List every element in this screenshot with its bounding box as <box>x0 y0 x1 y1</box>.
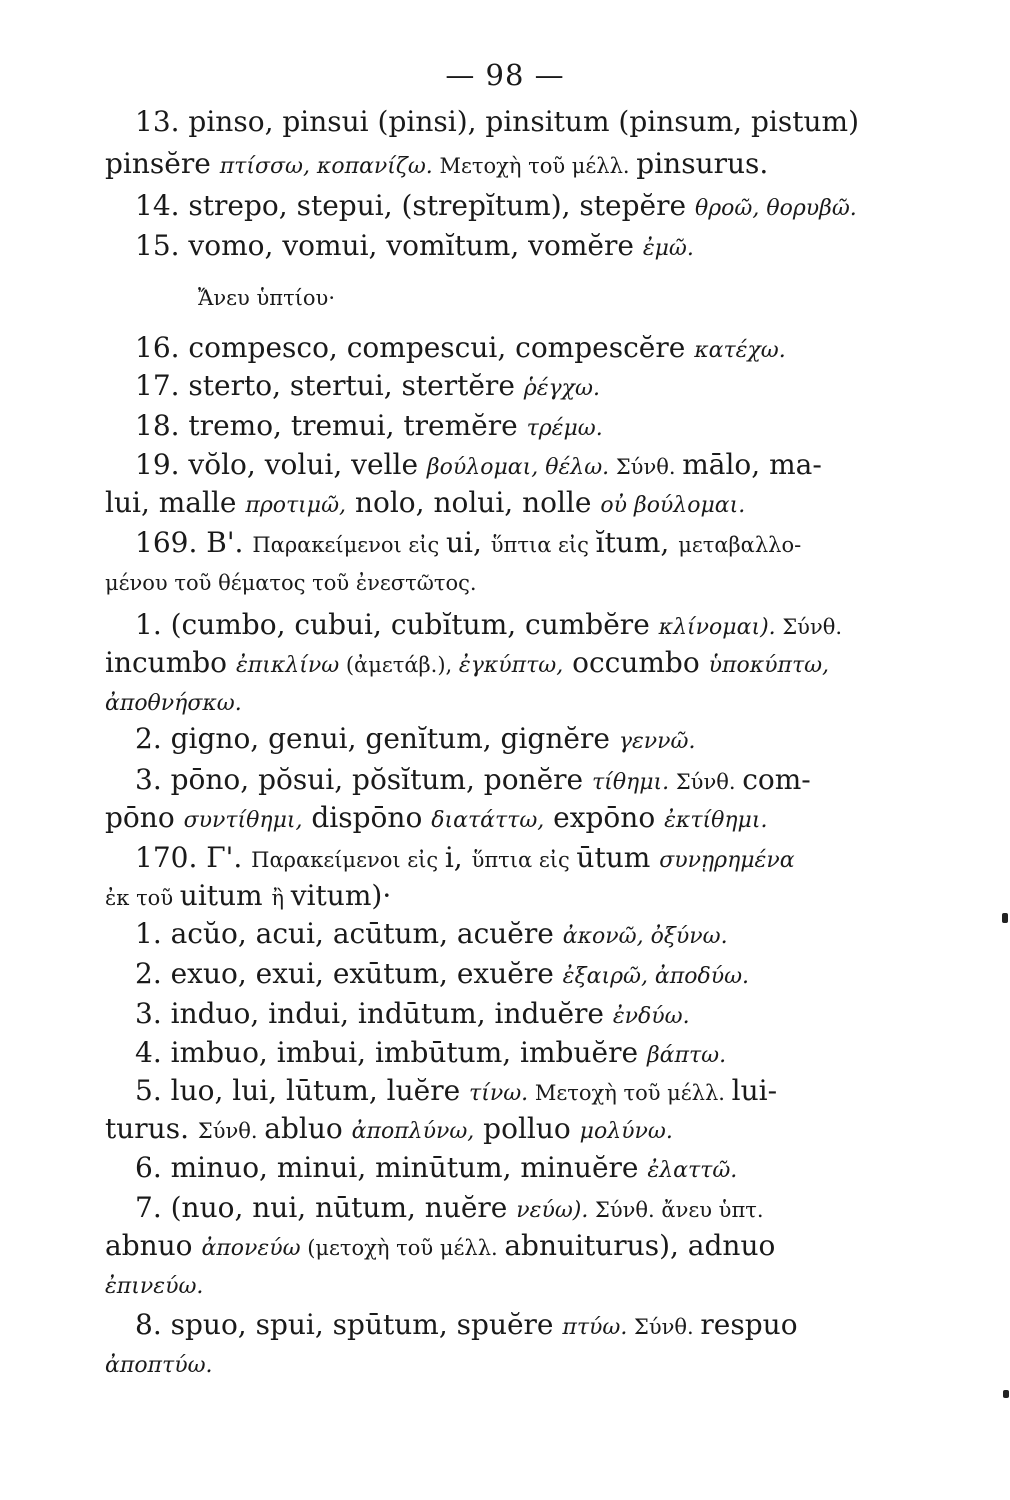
latin-text: 8. spuo, spui, spūtum, spuĕre <box>135 1308 563 1341</box>
latin-text: occumbo <box>563 646 709 679</box>
greek-text: ῥέγχω. <box>523 376 600 401</box>
greek-text: κατέχω. <box>694 338 786 363</box>
greek-text: κλίνομαι). <box>658 615 776 640</box>
text-line <box>105 1345 213 1384</box>
latin-text: polluo <box>474 1112 580 1145</box>
latin-text: 15. vomo, vomui, vomĭtum, vomĕre <box>135 229 643 262</box>
latin-text: abluo <box>264 1112 352 1145</box>
latin-text: ūtum <box>576 841 660 874</box>
text-line <box>135 916 728 955</box>
greek-text: ἐκτίθημι. <box>664 808 768 833</box>
greek-text: ὕπτια εἰς <box>471 848 577 872</box>
latin-text: lui- <box>731 1074 778 1107</box>
text-line <box>135 996 690 1035</box>
latin-text: 7. (nuo, nui, nūtum, nuĕre <box>135 1191 517 1224</box>
section-heading <box>198 280 335 316</box>
latin-text: 19. vŏlo, volui, velle <box>135 448 427 481</box>
greek-text: Μετοχὴ τοῦ μέλλ. <box>432 154 637 178</box>
latin-text: 18. tremo, tremui, tremĕre <box>135 409 527 442</box>
greek-text: οὐ βούλομαι. <box>600 493 746 518</box>
greek-text: μένου τοῦ θέματος τοῦ ἐνεστῶτος. <box>105 571 477 595</box>
greek-text: Παρακείμενοι εἰς <box>251 848 445 872</box>
greek-text: τίθημι. <box>592 770 670 795</box>
text-line <box>105 683 242 722</box>
text-line <box>135 104 859 140</box>
text-line <box>135 525 801 563</box>
latin-text: 4. imbuo, imbui, imbūtum, imbuĕre <box>135 1036 647 1069</box>
greek-text: βάπτω. <box>646 1043 727 1068</box>
greek-text: ἐγκύπτω, <box>458 653 564 678</box>
text-line <box>135 1190 764 1229</box>
text-line <box>135 228 694 267</box>
margin-speck <box>1003 1390 1009 1398</box>
greek-text: Παρακείμενοι εἰς <box>252 533 446 557</box>
latin-text: 3. pōno, pŏsui, pŏsĭtum, ponĕre <box>135 763 593 796</box>
latin-text: abnuo <box>105 1229 202 1262</box>
text-line <box>105 1228 775 1267</box>
greek-text: ὕπτια εἰς <box>490 533 596 557</box>
greek-text: Σύνθ. <box>627 1315 701 1339</box>
greek-text: μολύνω. <box>579 1119 673 1144</box>
greek-text: μεταβαλλο- <box>678 533 802 557</box>
greek-text: (μετοχὴ τοῦ μέλλ. <box>300 1236 505 1260</box>
greek-text: ἀποθνήσκω. <box>105 691 242 716</box>
greek-text: βούλομαι, θέλω. <box>426 455 610 480</box>
latin-text: com- <box>742 763 811 796</box>
greek-text: ἢ <box>271 886 291 910</box>
latin-text: vitum)· <box>290 879 392 912</box>
greek-text: ἐμῶ. <box>642 236 694 261</box>
greek-text: πτίσσω, κοπανίζω. <box>219 154 433 179</box>
text-line <box>135 1035 726 1074</box>
text-line <box>105 485 745 524</box>
greek-text: συνῃρημένα <box>659 848 795 873</box>
text-line <box>135 1073 777 1112</box>
latin-text: 6. minuo, minui, minūtum, minuĕre <box>135 1151 648 1184</box>
greek-text: Ἄνευ ὑπτίου· <box>198 286 336 310</box>
greek-text: Σύνθ. <box>669 770 743 794</box>
greek-text: προτιμῶ, <box>245 493 347 518</box>
greek-text: ἐκ τοῦ <box>105 886 180 910</box>
latin-text: turus. <box>105 1112 198 1145</box>
latin-text: 2. exuo, exui, exūtum, exuĕre <box>135 957 563 990</box>
text-line <box>105 1111 673 1150</box>
text-line <box>135 408 603 447</box>
greek-text: ἀκονῶ, ὀξύνω. <box>562 924 728 949</box>
greek-text: ἀπονεύω <box>201 1236 301 1261</box>
text-line <box>105 1266 203 1305</box>
latin-text: pinsurus. <box>636 147 769 180</box>
greek-text: ἐξαιρῶ, ἀποδύω. <box>562 964 750 989</box>
latin-text: expōno <box>544 801 665 834</box>
latin-text: 14. strepo, stepui, (strepĭtum), stepĕre <box>135 189 695 222</box>
latin-text: pinsĕre <box>105 147 220 180</box>
text-line <box>105 645 829 684</box>
latin-text: 3. induo, indui, indūtum, induĕre <box>135 997 613 1030</box>
text-line <box>135 607 842 646</box>
greek-text: γεννῶ. <box>618 729 696 754</box>
latin-text: incumbo <box>105 646 236 679</box>
latin-text: 2. gigno, genui, genĭtum, gignĕre <box>135 722 619 755</box>
greek-text: ἐνδύω. <box>612 1004 690 1029</box>
greek-text: διατάττω, <box>431 808 545 833</box>
text-line <box>135 1150 737 1189</box>
text-line <box>135 188 857 227</box>
greek-text: Σύνθ. ἄνευ ὑπτ. <box>588 1198 764 1222</box>
latin-text: ui, <box>445 526 491 559</box>
text-line <box>135 721 695 760</box>
greek-text: ἐλαττῶ. <box>647 1158 738 1183</box>
latin-text: pōno <box>105 801 184 834</box>
text-line <box>135 368 600 407</box>
greek-text: ἐπικλίνω <box>235 653 340 678</box>
text-line <box>135 762 811 801</box>
text-line <box>105 878 391 916</box>
greek-text: Σύνθ. <box>609 455 683 479</box>
latin-text: 169. Β'. <box>135 526 253 559</box>
latin-text: 170. Γ'. <box>135 841 252 874</box>
text-line <box>135 447 822 486</box>
greek-text: θροῶ, θορυβῶ. <box>694 196 857 221</box>
latin-text: abnuiturus), adnuo <box>504 1229 776 1262</box>
latin-text: uitum <box>179 879 272 912</box>
greek-text: Σύνθ. <box>775 615 843 639</box>
text-line <box>135 840 795 879</box>
latin-text: 17. sterto, stertui, stertĕre <box>135 369 524 402</box>
greek-text: τίνω. <box>469 1081 529 1106</box>
latin-text: 16. compesco, compescui, compescĕre <box>135 331 695 364</box>
latin-text: 1. (cumbo, cubui, cubĭtum, cumbĕre <box>135 608 659 641</box>
latin-text: ĭtum, <box>595 526 679 559</box>
margin-speck <box>1002 913 1008 923</box>
greek-text: ἀποπτύω. <box>105 1353 213 1378</box>
latin-text: lui, malle <box>105 486 246 519</box>
latin-text: respuo <box>700 1308 798 1341</box>
greek-text: (ἀμετάβ.), <box>339 653 459 677</box>
latin-text: i, <box>444 841 472 874</box>
greek-text: τρέμω. <box>526 416 603 441</box>
greek-text: συντίθημι, <box>183 808 303 833</box>
greek-text: ὑποκύπτω, <box>708 653 830 678</box>
latin-text: nolo, nolui, nolle <box>346 486 601 519</box>
text-line <box>135 956 749 995</box>
text-line <box>105 563 477 601</box>
greek-text: ἀποπλύνω, <box>351 1119 475 1144</box>
latin-text: mālo, ma- <box>682 448 822 481</box>
text-line <box>105 146 768 185</box>
text-line <box>105 800 767 839</box>
greek-text: νεύω). <box>516 1198 589 1223</box>
text-line <box>135 330 786 369</box>
greek-text: πτύω. <box>562 1315 628 1340</box>
greek-text: Μετοχὴ τοῦ μέλλ. <box>528 1081 732 1105</box>
latin-text: 5. luo, lui, lūtum, luĕre <box>135 1074 470 1107</box>
latin-text: 1. acŭo, acui, acūtum, acuĕre <box>135 917 563 950</box>
greek-text: ἐπινεύω. <box>105 1274 204 1299</box>
page-number: — 98 — <box>445 58 565 92</box>
latin-text: dispōno <box>302 801 432 834</box>
text-line <box>135 1307 798 1346</box>
greek-text: Σύνθ. <box>197 1119 265 1143</box>
latin-text: 13. pinso, pinsui (pinsi), pinsitum (pinsum, pistum) <box>135 105 859 138</box>
